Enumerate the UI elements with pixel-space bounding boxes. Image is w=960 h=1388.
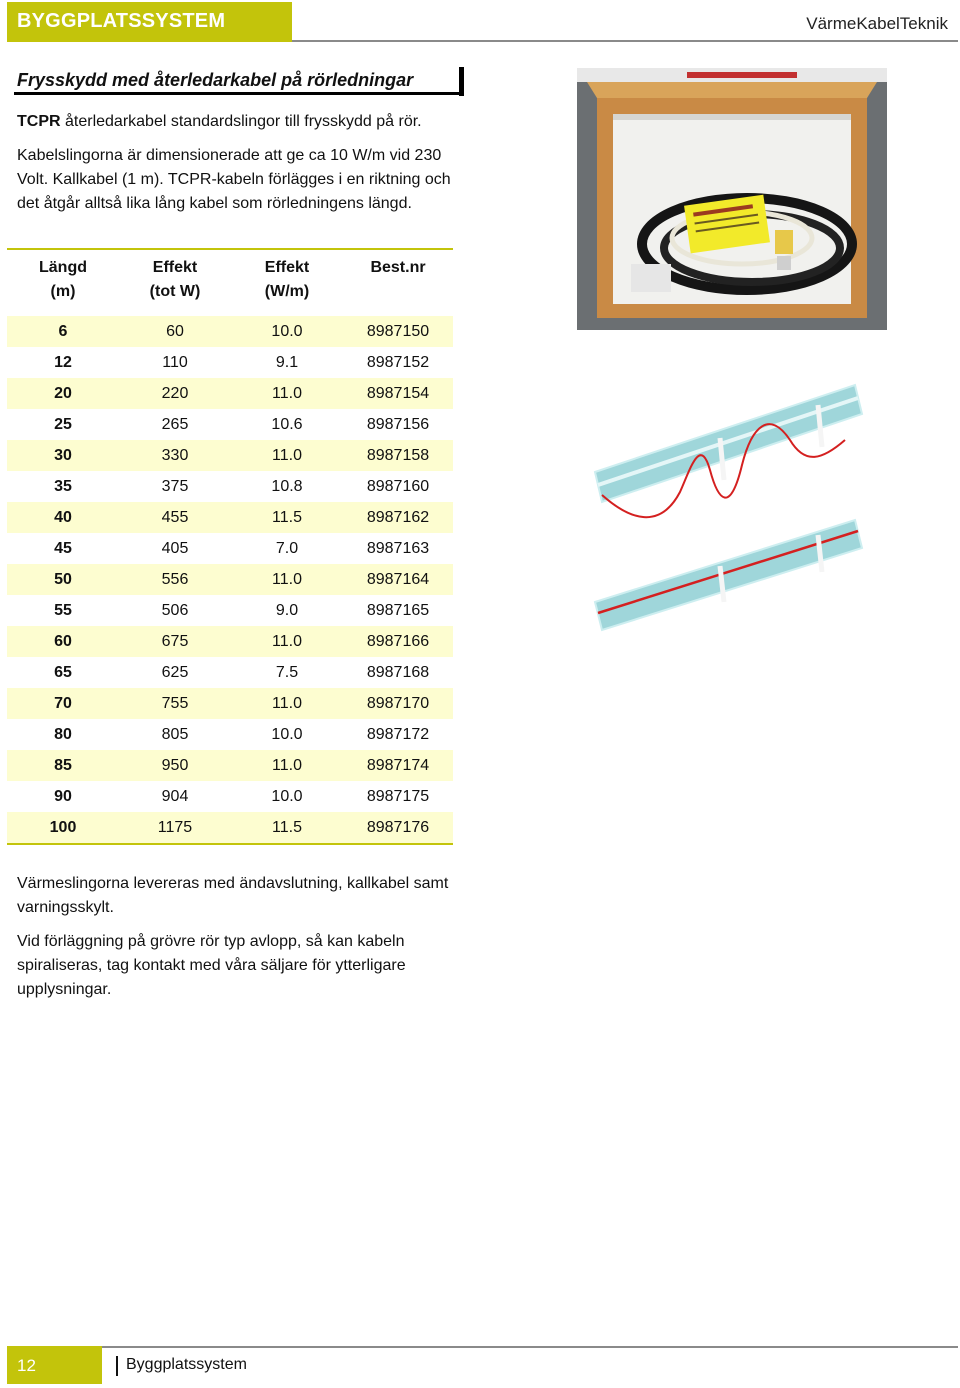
product-box-image	[577, 68, 887, 330]
table-row	[7, 316, 453, 347]
intro-paragraph	[17, 110, 457, 134]
header-total-power-line1: Effekt	[152, 259, 198, 276]
table-row	[7, 750, 453, 781]
table-row	[7, 688, 453, 719]
footer-separator	[116, 1356, 118, 1376]
table-row	[7, 626, 453, 657]
cell-power-per-meter: 11.0	[272, 632, 302, 650]
header-rule	[292, 40, 958, 42]
spiral-note: Vid förläggning på grövre rör typ avlopp, så kan kabeln spiraliseras, tag kontakt med våra säljare för ytterligare upplysningar.	[17, 933, 406, 998]
header-total-power	[119, 256, 231, 316]
cell-length: 20	[54, 384, 72, 402]
cell-power-per-meter: 10.0	[271, 725, 303, 743]
cell-total-power: 625	[161, 663, 189, 681]
cell-length: 65	[54, 663, 72, 681]
table-row	[7, 471, 453, 502]
cell-order-number: 8987160	[366, 477, 430, 495]
cell-length: 12	[54, 353, 72, 371]
cell-order-number: 8987168	[366, 663, 430, 681]
cell-length: 100	[49, 818, 77, 836]
cell-order-number: 8987170	[366, 694, 430, 712]
cell-total-power: 220	[161, 384, 189, 402]
cell-length: 25	[54, 415, 72, 433]
header-length	[7, 256, 119, 316]
cell-length: 35	[54, 477, 72, 495]
cell-length: 60	[54, 632, 72, 650]
header-order-number	[343, 256, 453, 316]
table-row	[7, 595, 453, 626]
cell-length: 30	[54, 446, 72, 464]
cell-order-number: 8987158	[366, 446, 430, 464]
table-body	[7, 316, 453, 843]
cell-total-power: 805	[161, 725, 189, 743]
cell-order-number: 8987154	[366, 384, 430, 402]
cell-length: 40	[54, 508, 72, 526]
table-row	[7, 378, 453, 409]
cell-power-per-meter: 11.0	[272, 694, 302, 712]
table-row	[7, 347, 453, 378]
header-power-per-meter-line1: Effekt	[264, 259, 310, 276]
cell-power-per-meter: 10.6	[271, 415, 303, 433]
cell-power-per-meter: 10.0	[271, 787, 303, 805]
cell-length: 85	[54, 756, 72, 774]
cell-order-number: 8987166	[366, 632, 430, 650]
delivery-note: Värmeslingorna levereras med ändavslutning, kallkabel samt varningsskylt.	[17, 875, 449, 916]
cell-order-number: 8987163	[366, 539, 430, 557]
cell-total-power: 110	[162, 353, 188, 371]
cell-order-number: 8987176	[366, 818, 430, 836]
cell-length: 55	[54, 601, 72, 619]
footer-rule	[102, 1346, 958, 1348]
section-title-underline	[14, 92, 464, 95]
cell-total-power: 556	[161, 570, 189, 588]
table-row	[7, 502, 453, 533]
cell-power-per-meter: 11.0	[272, 756, 302, 774]
table-row	[7, 657, 453, 688]
cell-total-power: 405	[161, 539, 189, 557]
table-header	[7, 250, 453, 316]
cell-length: 45	[54, 539, 72, 557]
cell-order-number: 8987150	[366, 322, 430, 340]
cell-order-number: 8987152	[366, 353, 430, 371]
cell-total-power: 506	[161, 601, 189, 619]
header-total-power-line2: (tot W)	[149, 283, 201, 300]
cell-order-number: 8987174	[366, 756, 430, 774]
intro-text: återledarkabel standardslingor till frysskydd på rör.	[60, 113, 422, 130]
cell-order-number: 8987162	[366, 508, 430, 526]
section-title: Frysskydd med återledarkabel på rörledningar	[17, 70, 414, 90]
cell-length: 80	[54, 725, 72, 743]
cell-power-per-meter: 11.5	[272, 508, 302, 526]
cell-power-per-meter: 7.0	[275, 539, 299, 557]
cell-length: 50	[54, 570, 72, 588]
cell-total-power: 455	[161, 508, 189, 526]
cable-on-pipe-illustration	[590, 380, 880, 640]
cell-total-power: 755	[161, 694, 189, 712]
cell-length: 90	[54, 787, 72, 805]
cell-order-number: 8987165	[366, 601, 430, 619]
cell-total-power: 675	[161, 632, 189, 650]
cell-total-power: 265	[161, 415, 189, 433]
table-row	[7, 533, 453, 564]
product-table	[7, 248, 453, 845]
cell-power-per-meter: 10.8	[271, 477, 303, 495]
cell-order-number: 8987172	[366, 725, 430, 743]
cell-order-number: 8987156	[366, 415, 430, 433]
cell-total-power: 60	[166, 322, 184, 340]
table-row	[7, 409, 453, 440]
cell-power-per-meter: 7.5	[275, 663, 299, 681]
header-title: BYGGPLATSSYSTEM	[17, 10, 226, 32]
cell-power-per-meter: 11.0	[272, 570, 302, 588]
table-row	[7, 564, 453, 595]
cell-power-per-meter: 11.0	[272, 446, 302, 464]
table-row	[7, 719, 453, 750]
cell-total-power: 1175	[157, 818, 193, 836]
cell-length: 6	[58, 322, 68, 340]
cell-power-per-meter: 9.0	[275, 601, 299, 619]
header-length-line2: (m)	[50, 283, 76, 300]
header-brand: VärmeKabelTeknik	[806, 14, 948, 33]
intro-bold: TCPR	[17, 113, 61, 130]
section-title-bar	[459, 67, 464, 96]
cell-power-per-meter: 11.5	[272, 818, 302, 836]
header-power-per-meter-line2: (W/m)	[264, 283, 310, 300]
cell-order-number: 8987175	[366, 787, 430, 805]
table-row	[7, 440, 453, 471]
dimension-paragraph: Kabelslingorna är dimensionerade att ge ca 10 W/m vid 230 Volt. Kallkabel (1 m). TCPR-kabeln förlägges i en riktning och det åtgår alltså lika lång kabel som rörledningens längd.	[17, 147, 451, 212]
cell-power-per-meter: 10.0	[271, 322, 303, 340]
cell-power-per-meter: 9.1	[275, 353, 299, 371]
cell-order-number: 8987164	[366, 570, 430, 588]
cell-total-power: 904	[161, 787, 189, 805]
cell-power-per-meter: 11.0	[272, 384, 302, 402]
cell-total-power: 330	[161, 446, 189, 464]
table-row	[7, 812, 453, 843]
header-length-line1: Längd	[39, 259, 87, 276]
table-row	[7, 781, 453, 812]
header-power-per-meter	[231, 256, 343, 316]
header-order-number-line1: Best.nr	[370, 259, 426, 276]
cell-total-power: 950	[161, 756, 189, 774]
cell-total-power: 375	[161, 477, 189, 495]
footer-label: Byggplatssystem	[126, 1356, 247, 1373]
table-bottom-rule	[7, 843, 453, 845]
page-number: 12	[17, 1356, 36, 1375]
cell-length: 70	[54, 694, 72, 712]
